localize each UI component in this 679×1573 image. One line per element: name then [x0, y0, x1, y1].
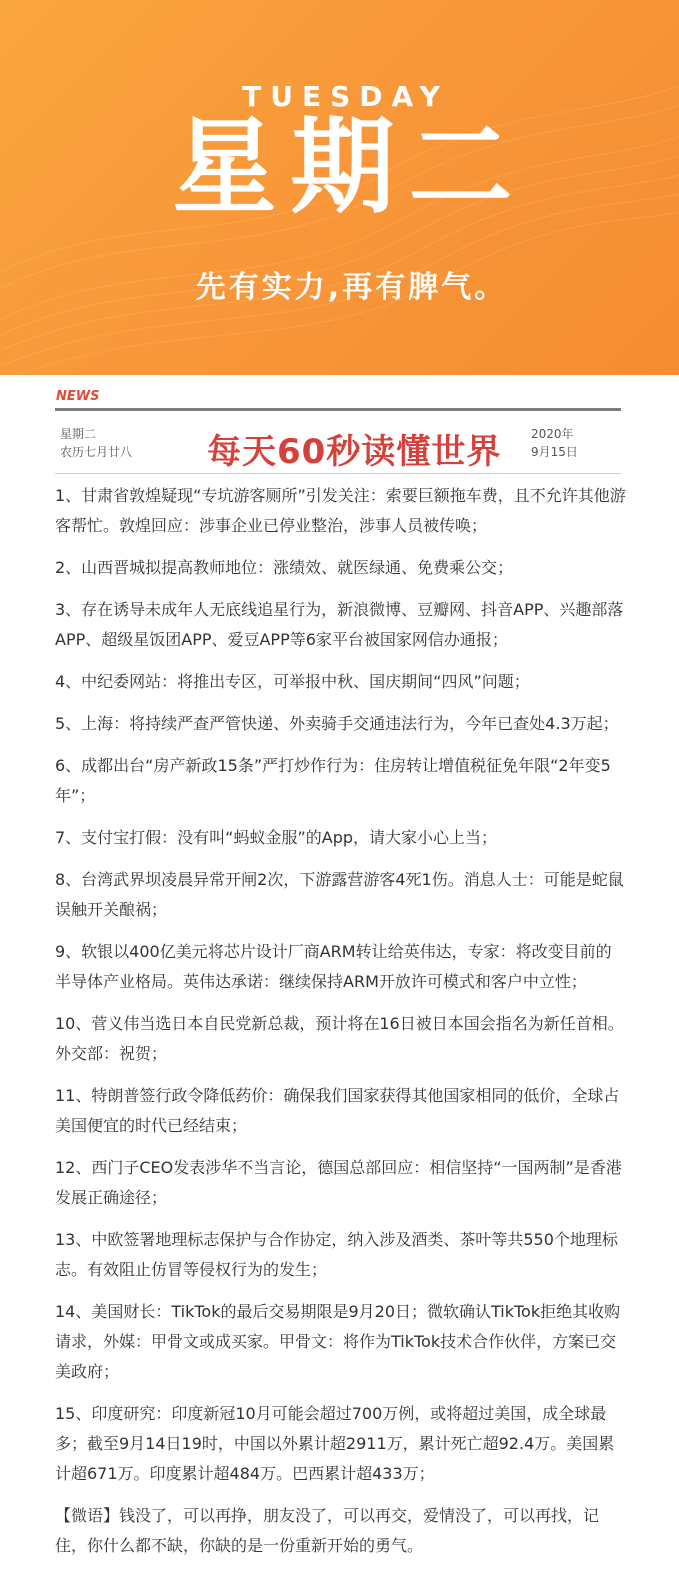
news-item-14: 14、美国财长：TikTok的最后交易期限是9月20日；微软确认TikTok拒绝其收购请求，外媒：甲骨文或成买家。甲骨文：将作为TikTok技术合作伙伴，方案已交美政府； [55, 1302, 621, 1381]
lunar-date: 农历七月廿八 [60, 445, 133, 459]
news-item-8: 8、台湾武界坝凌晨异常开闸2次，下游露营游客4死1伤。消息人士：可能是蛇鼠误触开关酿祸； [55, 870, 624, 919]
news-item-6: 6、成都出台“房产新政15条”严打炒作行为：住房转让增值税征免年限“2年变5年”； [55, 756, 611, 805]
motto-text: 先有实力,再有脾气。 [195, 270, 508, 305]
weekday-title: 星期二 [172, 106, 527, 228]
news-list [55, 481, 627, 1573]
news-item-3: 3、存在诱导未成年人无底线追星行为，新浪微博、豆瓣网、抖音APP、兴趣部落APP、超级星饭团APP、爱豆APP等6家平台被国家网信办通报； [55, 600, 624, 649]
date-left-block [60, 425, 132, 461]
news-item-15: 15、印度研究：印度新冠10月可能会超过700万例，或将超过美国，成全球最多；截至9月14日19时，中国以外累计超2911万，累计死亡超92.4万。美国累计超671万。印度累计超484万。巴西累计超433万； [55, 1404, 615, 1483]
month-day-text: 9月15日 [531, 445, 578, 459]
english-weekday: TUESDAY [242, 80, 449, 113]
date-right-block [531, 425, 578, 461]
news-item-13: 13、中欧签署地理标志保护与合作协定，纳入涉及酒类、茶叶等共550个地理标志。有效阻止仿冒等侵权行为的发生； [55, 1230, 618, 1279]
header-banner [0, 0, 679, 375]
divider-thick [55, 408, 621, 411]
headline-title: 每天60秒读懂世界 [207, 432, 502, 472]
news-label: NEWS [56, 389, 100, 404]
news-item-10: 10、菅义伟当选日本自民党新总裁，预计将在16日被日本国会指名为新任首相。外交部：祝贺； [55, 1014, 624, 1063]
news-item-7: 7、支付宝打假：没有叫“蚂蚁金服”的App，请大家小心上当； [55, 828, 498, 847]
weiyu-quote: 【微语】钱没了，可以再挣，朋友没了，可以再交，爱情没了，可以再找，记住，你什么都不缺，你缺的是一份重新开始的勇气。 [55, 1506, 600, 1555]
news-item-4: 4、中纪委网站：将推出专区，可举报中秋、国庆期间“四风”问题； [55, 672, 530, 691]
news-item-9: 9、软银以400亿美元将芯片设计厂商ARM转让给英伟达，专家：将改变目前的半导体产业格局。英伟达承诺：继续保持ARM开放许可模式和客户中立性； [55, 942, 612, 991]
news-item-12: 12、西门子CEO发表涉华不当言论，德国总部回应：相信坚持“一国两制”是香港发展正确途径； [55, 1158, 622, 1207]
weekday-small: 星期二 [60, 427, 97, 441]
news-item-5: 5、上海：将持续严查严管快递、外卖骑手交通违法行为，今年已查处4.3万起； [55, 714, 619, 733]
divider-thin [55, 473, 621, 474]
news-item-2: 2、山西晋城拟提高教师地位：涨绩效、就医绿通、免费乘公交； [55, 558, 514, 577]
news-item-1: 1、甘肃省敦煌疑现“专坑游客厕所”引发关注：索要巨额拖车费，且不允许其他游客帮忙。敦煌回应：涉事企业已停业整治，涉事人员被传唤； [55, 486, 626, 535]
news-item-11: 11、特朗普签行政令降低药价：确保我们国家获得其他国家相同的低价，全球占美国便宜的时代已经结束； [55, 1086, 620, 1135]
year-text: 2020年 [531, 427, 574, 441]
